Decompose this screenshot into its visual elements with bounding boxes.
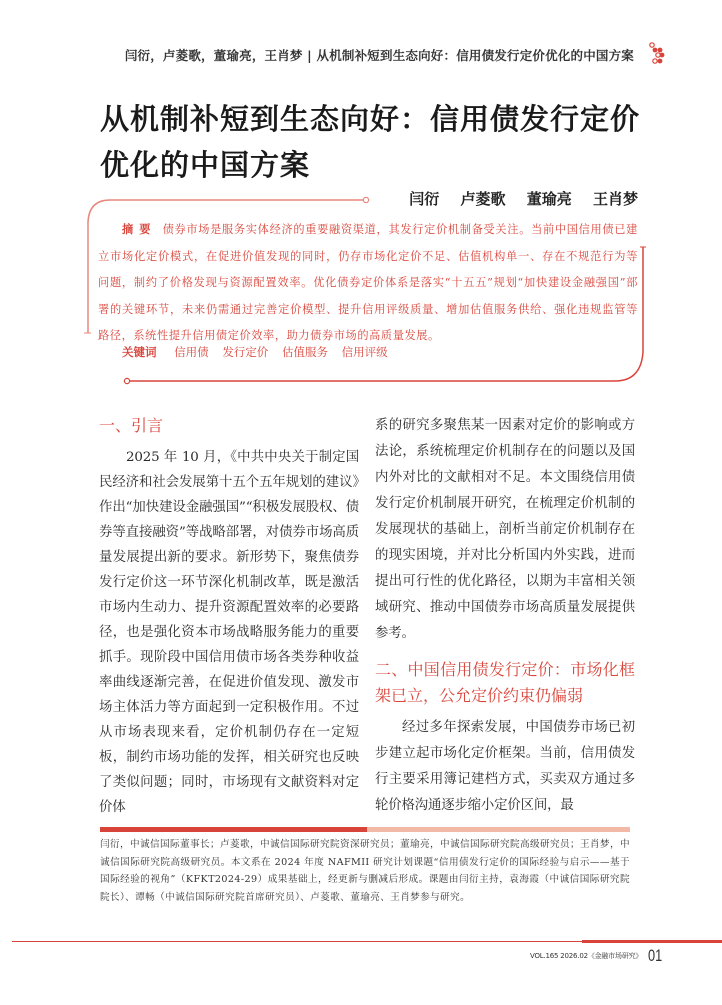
logo-dot [650,43,654,47]
keyword: 估值服务 [281,345,328,359]
column-left [99,413,359,817]
logo-dot [656,53,660,57]
body-paragraph: 2025 年 10 月，《中共中央关于制定国民经济和社会发展第十五个五年规划的建议》作出“加快建设金融强国”“积极发展股权、债券等直接融资”等战略部署，对债券市场高质量发展提出新的要求。新形势下，聚焦债券发行定价这一环节深化机制改革，既是激活市场内生动力、提升资源配置效率的必要路径，也是强化资本市场战略服务能力的重要抓手。现阶段中国信用债市场各类券种收益率曲线逐渐完善，在促进价值发现、激发市场主体活力等方面起到一定积极作用。不过从市场表现来看，定价机制仍存在一定短板，制约市场功能的发挥，相关研究也反映了类似问题；同时，市场现有文献资料对定价体 [99,450,359,815]
author-name: 董瑜亮 [526,190,572,208]
body-paragraph-continued: 系的研究多聚焦某一因素对定价的影响或方法论，系统梳理定价机制存在的问题以及国内外对比的文献相对不足。本文围绕信用债发行定价机制展开研究，在梳理定价机制的发展现状的基础上，剖析当前定价机制存在的现实困境，并对比分析国内外实践，进而提出可行性的优化路径，以期为丰富相关领域研究、推动中国债券市场高质量发展提供参考。 [375,418,635,641]
logo-dot [653,48,658,53]
abstract-label: 摘要 [122,223,157,236]
section-heading-introduction: 一、引言 [99,416,164,435]
footer-rule-accent [582,940,722,943]
column-right [375,413,635,817]
page-number: 01 [648,946,663,965]
abstract-text: 债券市场是服务实体经济的重要融资渠道，其发行定价机制备受关注。当前中国信用债已建立市场化定价模式，在促进价值发现的同时，仍存市场化定价不足、估值机构单一、存在不规范行为等问题，制约了价格发现与资源配置效率。优化债券定价体系是落实“十五五”规划“加快建设金融强国”部署的关键环节，未来仍需通过完善定价模型、提升信用评级质量、增加估值服务供给、强化违规监管等路径，系统性提升信用债定价效率，助力债券市场的高质量发展。 [98,223,638,343]
abstract [98,217,638,350]
keyword: 信用债 [174,345,209,359]
author-name: 卢菱歌 [460,190,506,208]
logo-dot [658,59,663,64]
author-footnote: 闫衍，中诚信国际董事长；卢菱歌，中诚信国际研究院资深研究员；董瑜亮，中诚信国际研究院高级研究员；王肖梦，中诚信国际研究院高级研究员。本文系在 2024 年度 NAFMII 研究计划课题“信用债发行定价的国际经验与启示——基于国际经验的视角”（KFKT2024-29）成果基础上，经更新与删减后形成。课题由闫衍主持，袁海霞（中诚信国际研究院院长）、谭畅（中诚信国际研究院首席研究员）、卢菱歌、董瑜亮、王肖梦参与研究。 [100,839,630,903]
footnote-divider [100,827,630,832]
title-line-1: 从机制补短到生态向好：信用债发行定价 [100,102,641,136]
author-name: 王肖梦 [592,190,638,208]
keyword: 信用评级 [341,345,388,359]
red-dots-logo-icon [648,42,670,68]
footnote-divider-light [367,827,630,832]
frame-bottom-circle [124,378,129,383]
article-title [100,96,660,188]
logo-dot [658,48,663,53]
frame-top-circle [363,197,368,202]
section-heading-market-framework: 二、中国信用债发行定价：市场化框架已立，公允定价约束仍偏弱 [375,660,635,705]
author-list [399,188,638,209]
keywords-label: 关键词 [122,345,157,359]
issue-info: VOL.165 2026.02《金融市场研究》 [530,952,643,960]
keywords [122,344,398,360]
running-head: 闫衍，卢菱歌，董瑜亮，王肖梦 | 从机制补短到生态向好：信用债发行定价优化的中国方案 [124,48,634,63]
title-line-2: 优化的中国方案 [100,148,311,182]
logo-dot [653,59,657,63]
author-name: 闫衍 [409,190,440,208]
footnote-divider-dark [100,827,367,832]
keyword: 发行定价 [222,345,269,359]
body-paragraph: 经过多年探索发展，中国债券市场已初步建立起市场化定价框架。当前，信用债发行主要采用簿记建档方式，买卖双方通过多轮价格沟通逐步缩小定价区间，最 [375,720,635,813]
logo-dot [660,53,665,58]
